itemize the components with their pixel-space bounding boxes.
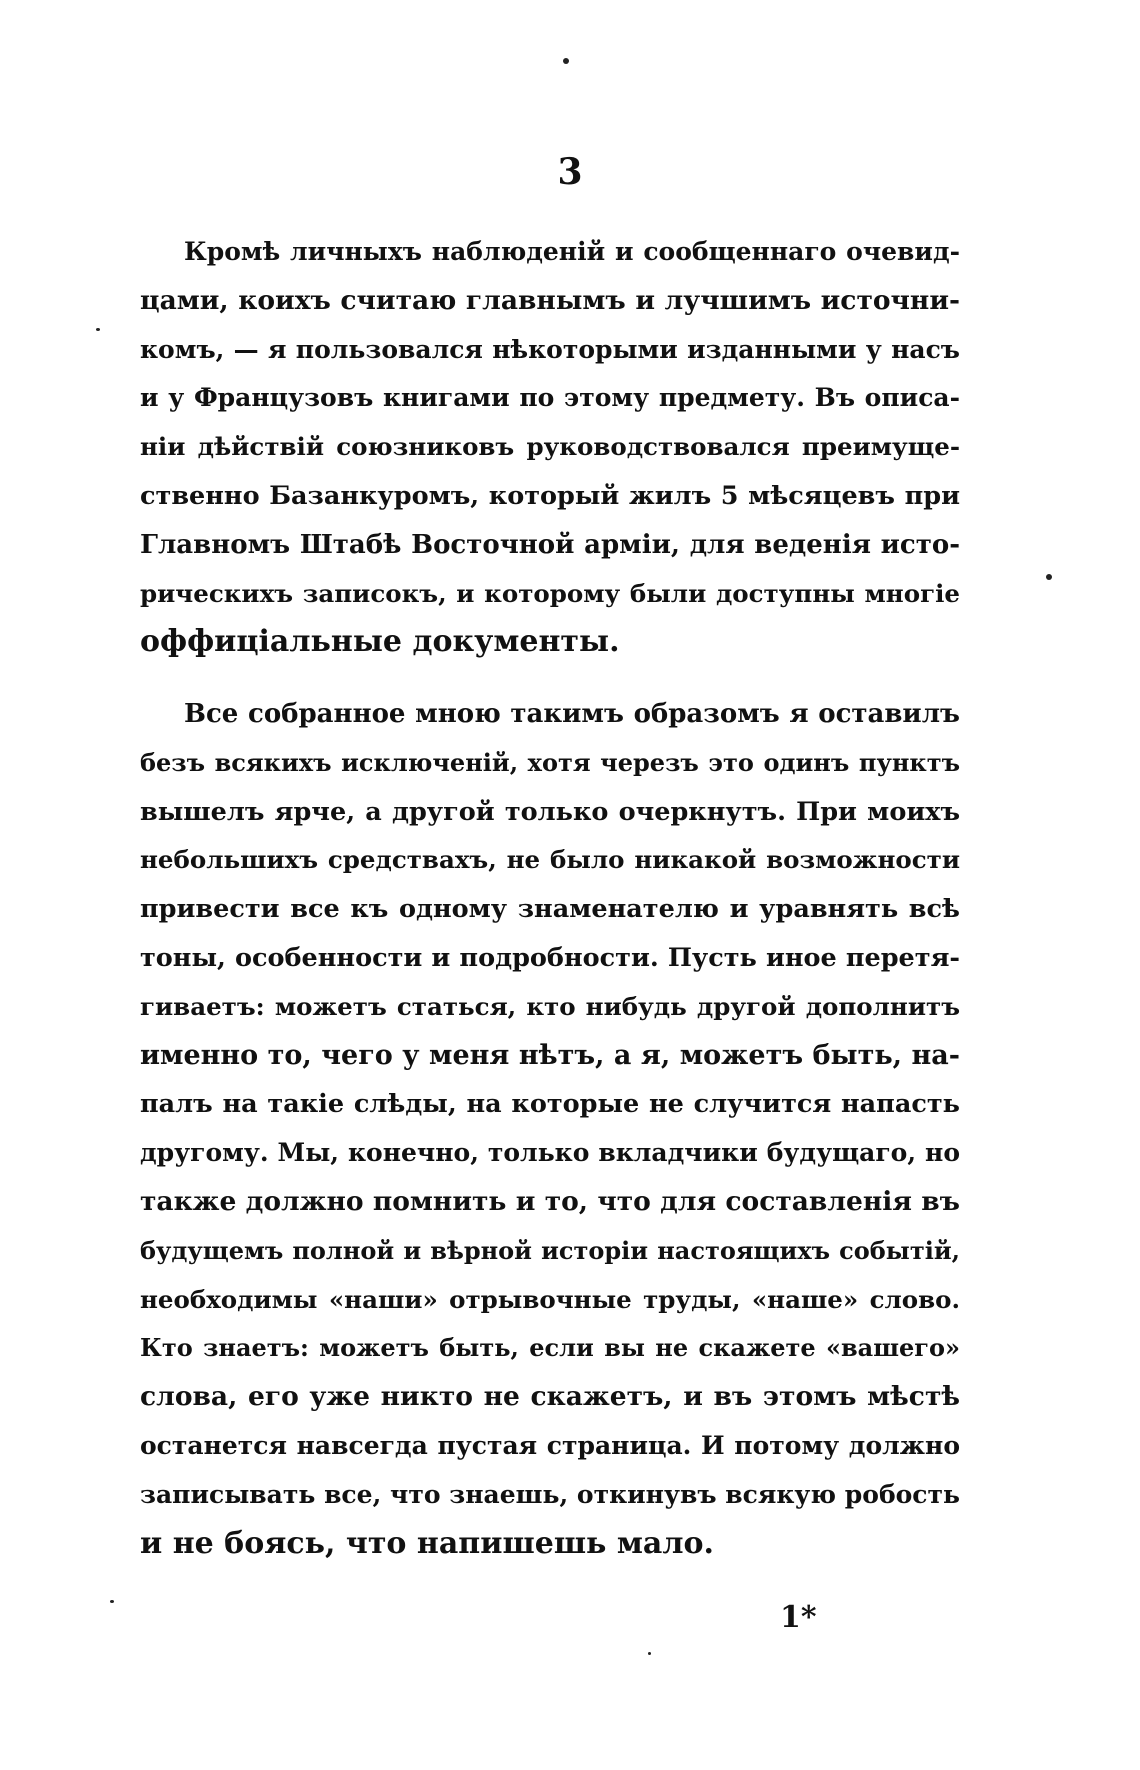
scan-speck bbox=[563, 58, 569, 64]
text-line: Все собранное мною такимъ образомъ я оставилъ bbox=[184, 699, 960, 729]
text-line: оффиціальные документы. bbox=[140, 624, 620, 660]
paragraph-sources bbox=[140, 228, 960, 667]
text-line: записывать все, что знаешь, откинувъ всякую робость bbox=[140, 1479, 960, 1509]
scan-speck bbox=[1046, 574, 1052, 580]
text-line: Главномъ Штабѣ Восточной арміи, для веденія исто- bbox=[140, 529, 960, 560]
text-line: именно то, чего у меня нѣтъ, а я, можетъ быть, на- bbox=[140, 1039, 960, 1071]
text-line: привести все къ одному знаменателю и уравнять всѣ bbox=[140, 894, 960, 925]
text-line: останется навсегда пустая страница. И потому должно bbox=[140, 1430, 960, 1460]
text-line: ственно Базанкуромъ, который жилъ 5 мѣсяцевъ при bbox=[140, 480, 960, 511]
text-line: безъ всякихъ исключеній, хотя черезъ это одинъ пунктъ bbox=[140, 747, 960, 777]
text-line: тоны, особенности и подробности. Пусть иное перетя- bbox=[140, 942, 960, 973]
text-line: небольшихъ средствахъ, не было никакой возможности bbox=[140, 845, 960, 875]
text-line: комъ, — я пользовался нѣкоторыми изданными у насъ bbox=[140, 334, 960, 364]
page-number: 3 bbox=[557, 151, 583, 193]
text-line: палъ на такіе слѣды, на которые не случится напасть bbox=[140, 1089, 960, 1120]
text-line: гиваетъ: можетъ статься, кто нибудь другой дополнитъ bbox=[140, 991, 960, 1021]
text-line: рическихъ записокъ, и которому были доступны многіе bbox=[140, 578, 960, 608]
text-line: другому. Мы, конечно, только вкладчики будущаго, но bbox=[140, 1138, 960, 1168]
scan-speck bbox=[110, 1600, 114, 1603]
scan-speck bbox=[96, 328, 100, 331]
text-line: Кромѣ личныхъ наблюденій и сообщеннаго очевид- bbox=[184, 237, 960, 266]
text-line: слова, его уже никто не скажетъ, и въ этомъ мѣстѣ bbox=[140, 1381, 960, 1413]
scan-speck bbox=[648, 1652, 651, 1655]
text-line: также должно помнить и то, что для составленія въ bbox=[140, 1185, 960, 1217]
text-line: цами, коихъ считаю главнымъ и лучшимъ источни- bbox=[140, 284, 960, 316]
paragraph-collected-material bbox=[140, 690, 960, 1568]
signature-mark: 1* bbox=[780, 1600, 817, 1635]
text-line: вышелъ ярче, а другой только очеркнутъ. При моихъ bbox=[140, 796, 960, 827]
text-line: ніи дѣйствій союзниковъ руководствовался преимуще- bbox=[140, 432, 960, 462]
text-line: Кто знаетъ: можетъ быть, если вы не скажете «вашего» bbox=[140, 1333, 960, 1363]
text-line: будущемъ полной и вѣрной исторіи настоящихъ событій, bbox=[140, 1235, 960, 1265]
text-line: и у Французовъ книгами по этому предмету. Въ описа- bbox=[140, 383, 960, 413]
text-line: необходимы «наши» отрывочные труды, «наше» слово. bbox=[140, 1284, 960, 1314]
text-line: и не боясь, что напишешь мало. bbox=[140, 1525, 714, 1561]
